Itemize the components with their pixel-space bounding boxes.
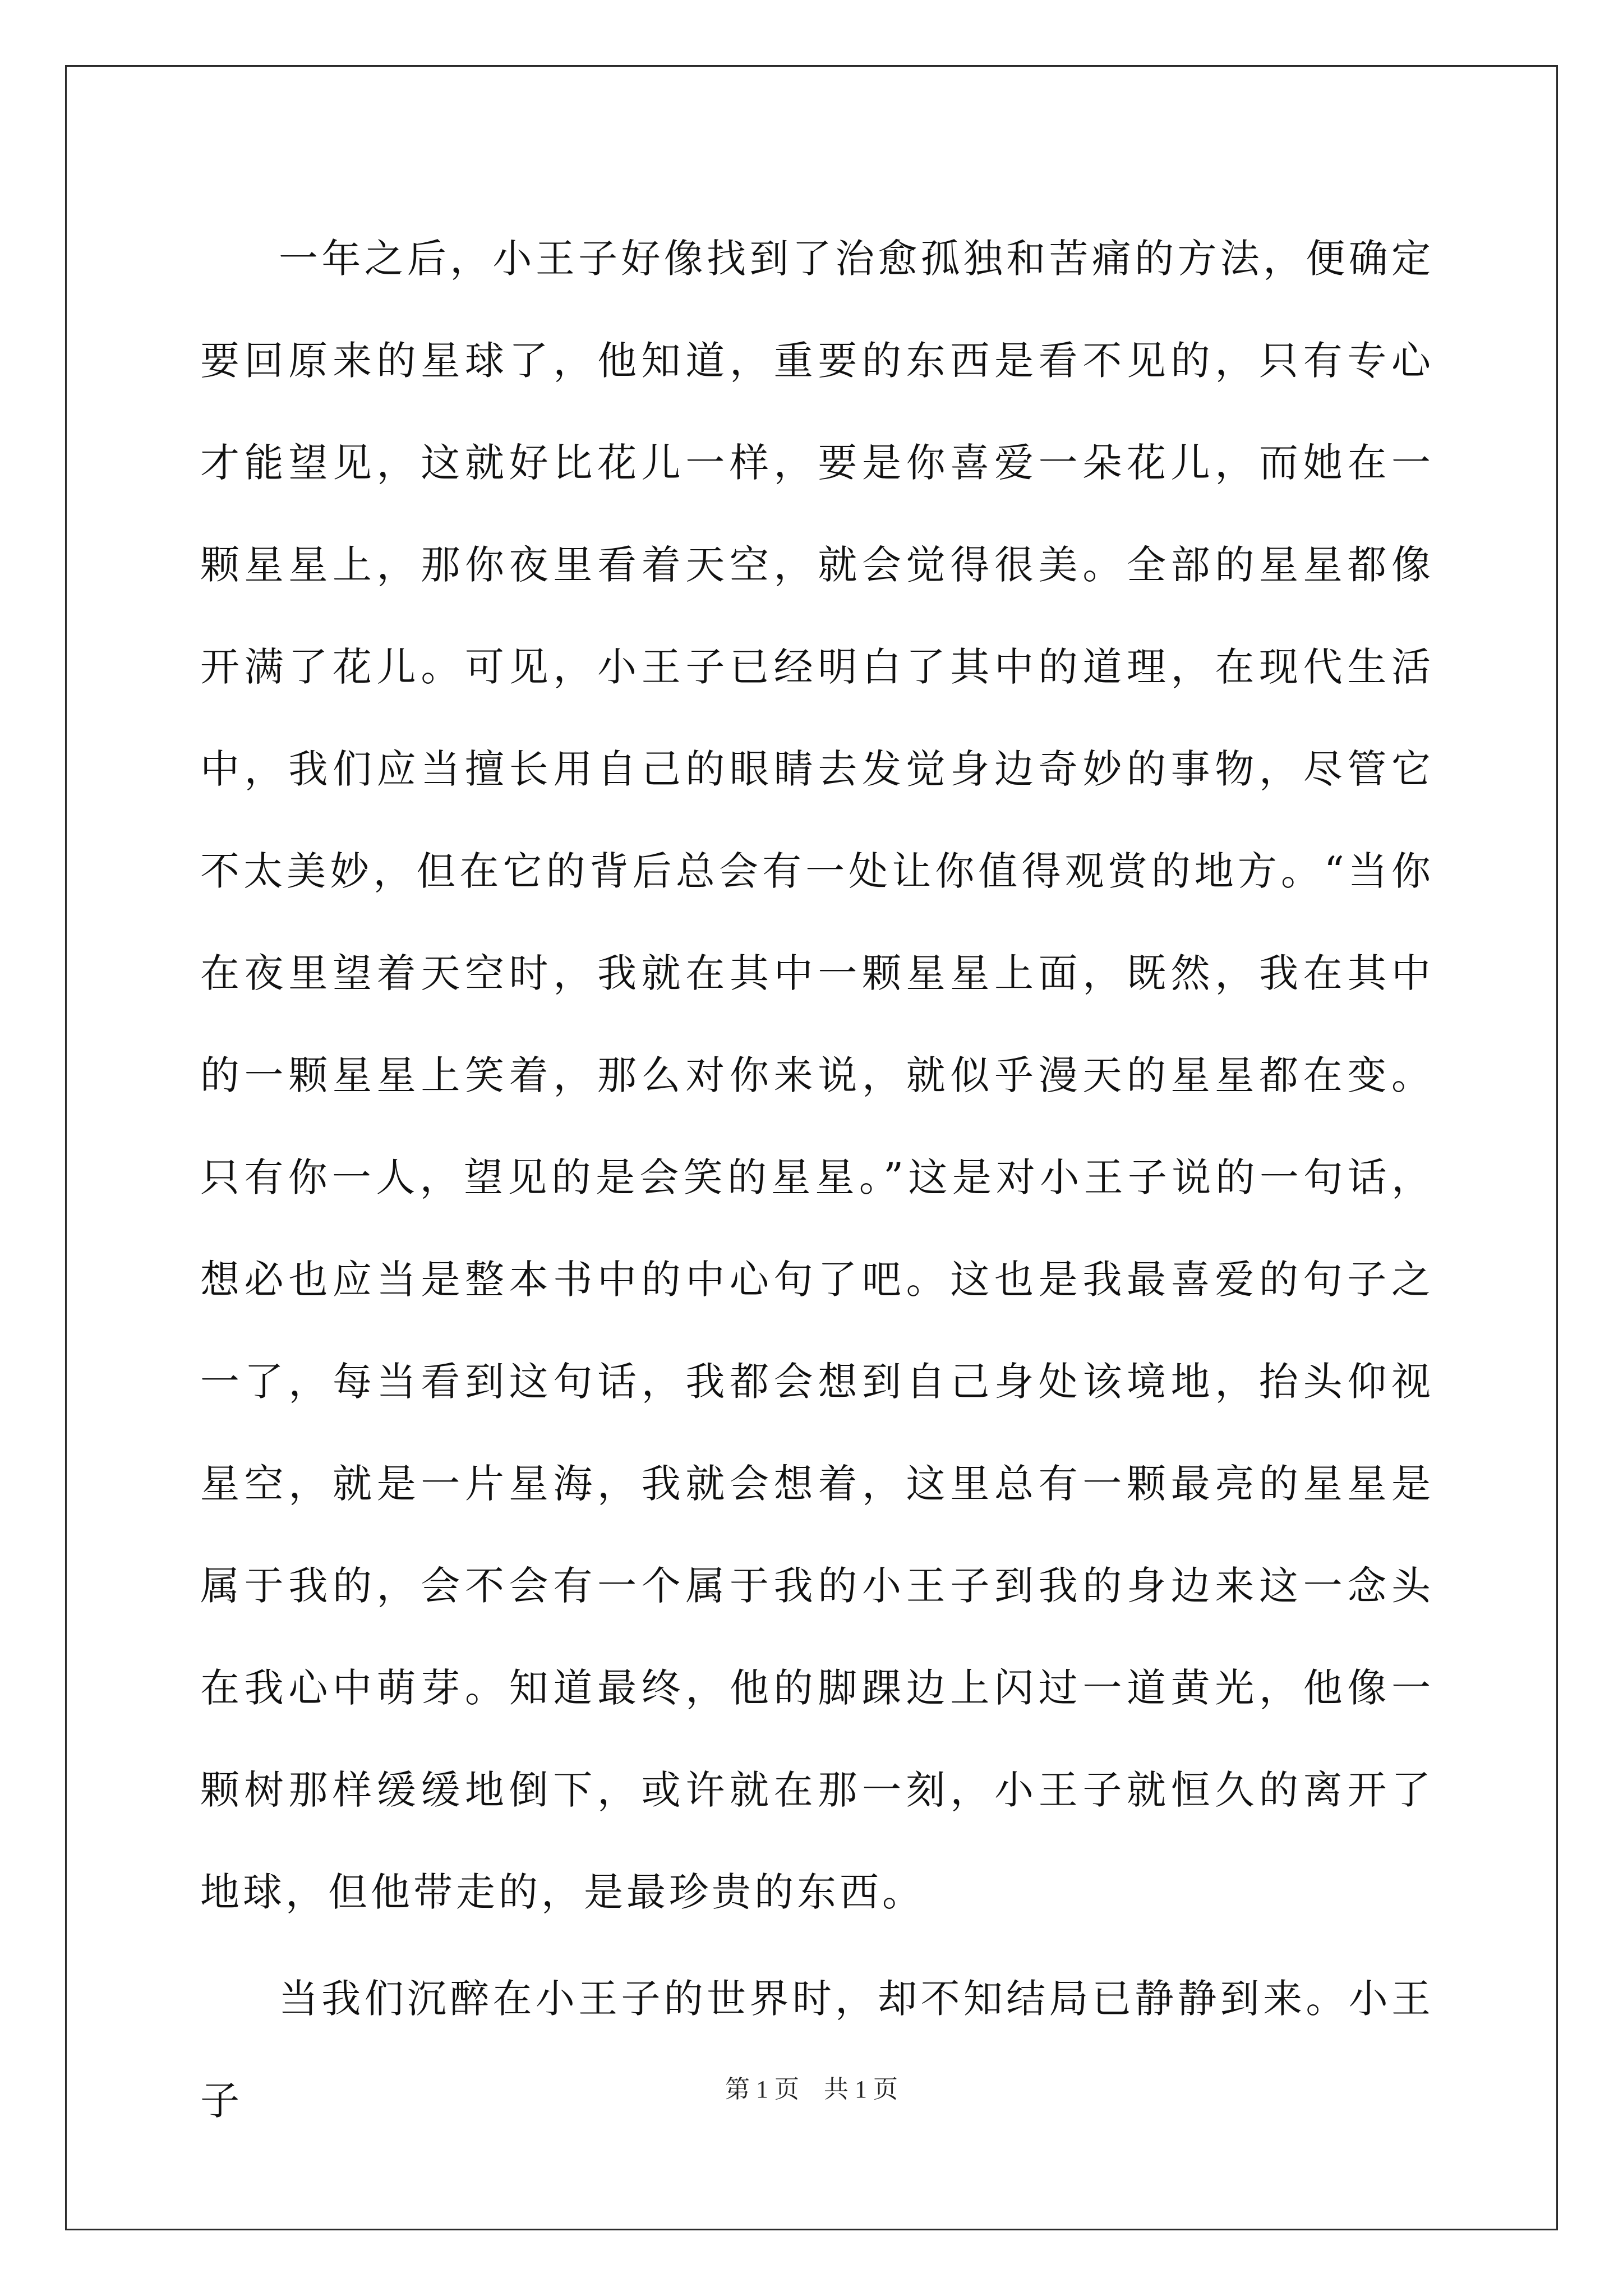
paragraph: 当我们沉醉在小王子的世界时，却不知结局已静静到来。小王子 <box>200 1976 1434 2124</box>
document-body <box>200 208 1434 2152</box>
page-number-footer: 第 1 页 共 1 页 <box>725 2076 898 2103</box>
paragraph: 一年之后，小王子好像找到了治愈孤独和苦痛的方法，便确定要回原来的星球了，他知道，重要的东西是看不见的，只有专心才能望见，这就好比花儿一样，要是你喜爱一朵花儿，而她在一颗星星上，那你夜里看着天空，就会觉得很美。全部的星星都像开满了花儿。可见，小王子已经明白了其中的道理，在现代生活中，我们应当擅长用自己的眼睛去发觉身边奇妙的事物，尽管它不太美妙，但在它的背后总会有一处让你值得观赏的地方。“当你在夜里望着天空时，我就在其中一颗星星上面，既然，我在其中的一颗星星上笑着，那么对你来说，就似乎漫天的星星都在变。只有你一人，望见的是会笑的星星。”这是对小王子说的一句话，想必也应当是整本书中的中心句了吧。这也是我最喜爱的句子之一了，每当看到这句话，我都会想到自己身处该境地，抬头仰视星空，就是一片星海，我就会想着，这里总有一颗最亮的星星是属于我的，会不会有一个属于我的小王子到我的身边来这一念头在我心中萌芽。知道最终，他的脚踝边上闪过一道黄光，他像一颗树那样缓缓地倒下，或许就在那一刻，小王子就恒久的离开了地球，但他带走的，是最珍贵的东西。 <box>200 236 1434 1915</box>
